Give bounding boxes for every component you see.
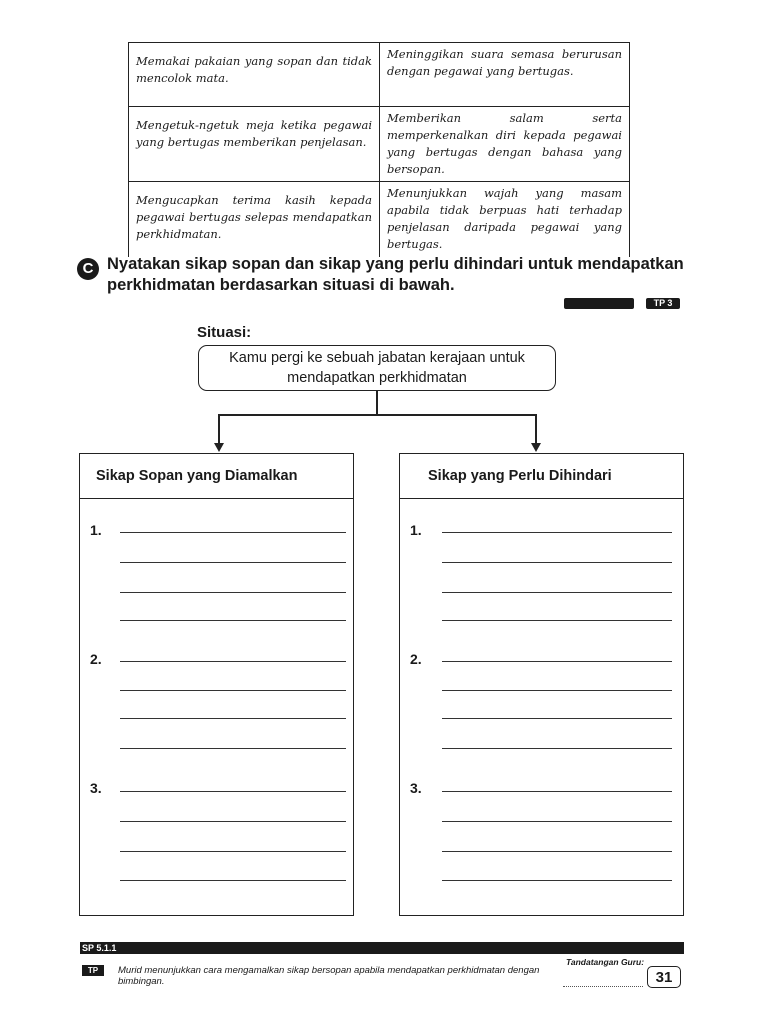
connector-right-drop [535, 414, 537, 444]
answer-line[interactable] [442, 880, 672, 881]
answer-line[interactable] [442, 592, 672, 593]
table-row [129, 107, 630, 182]
connector-horizontal [218, 414, 536, 416]
tp-footer-tag: TP [82, 965, 104, 976]
answer-line[interactable] [442, 562, 672, 563]
section-c-badge: C [77, 258, 99, 280]
answer-line[interactable] [442, 690, 672, 691]
answer-line[interactable] [120, 661, 346, 662]
table-row [129, 182, 630, 258]
answer-line[interactable] [120, 562, 346, 563]
item-number: 2. [410, 651, 422, 667]
table-cell-right: Menunjukkan wajah yang masam apabila tidak berpuas hati terhadap penjelasan daripada pegawai yang bertugas. [380, 182, 630, 258]
answer-line[interactable] [442, 620, 672, 621]
arrow-down-icon [214, 443, 224, 452]
answer-line[interactable] [120, 690, 346, 691]
answer-line[interactable] [120, 880, 346, 881]
behaviour-table [128, 42, 630, 257]
answer-line[interactable] [120, 718, 346, 719]
connector-vertical [376, 391, 378, 415]
table-cell-right: Memberikan salam serta memperkenalkan diri kepada pegawai yang bertugas dengan bahasa yang bersopan. [380, 107, 630, 182]
section-c-heading: Nyatakan sikap sopan dan sikap yang perlu dihindari untuk mendapatkan perkhidmatan berdasarkan situasi di bawah. [107, 255, 684, 294]
footer-bar [80, 942, 684, 954]
item-number: 2. [90, 651, 102, 667]
item-number: 3. [90, 780, 102, 796]
answer-line[interactable] [442, 748, 672, 749]
page-number: 31 [647, 966, 681, 988]
smudged-tag [564, 298, 634, 309]
answer-line[interactable] [442, 532, 672, 533]
polite-attitude-box [79, 453, 354, 916]
answer-line[interactable] [120, 851, 346, 852]
situation-box: Kamu pergi ke sebuah jabatan kerajaan untuk mendapatkan perkhidmatan [198, 345, 556, 391]
sp-code-tag: SP 5.1.1 [82, 943, 117, 953]
teacher-signature-label: Tandatangan Guru: [566, 957, 645, 967]
table-cell-left: Mengucapkan terima kasih kepada pegawai bertugas selepas mendapatkan perkhidmatan. [129, 182, 380, 258]
answer-line[interactable] [120, 821, 346, 822]
connector-left-drop [218, 414, 220, 444]
signature-line[interactable] [563, 986, 643, 987]
answer-line[interactable] [442, 718, 672, 719]
answer-line[interactable] [442, 821, 672, 822]
footer-description: Murid menunjukkan cara mengamalkan sikap bersopan apabila mendapatkan perkhidmatan dengan bimbingan. [118, 965, 540, 987]
situation-label: Situasi: [197, 324, 252, 341]
table-cell-left: Mengetuk-ngetuk meja ketika pegawai yang bertugas memberikan penjelasan. [129, 107, 380, 182]
tp-level-tag: TP 3 [646, 298, 680, 309]
item-number: 1. [90, 522, 102, 538]
answer-line[interactable] [442, 661, 672, 662]
answer-line[interactable] [442, 851, 672, 852]
table-cell-left: Memakai pakaian yang sopan dan tidak mencolok mata. [129, 43, 380, 107]
item-number: 3. [410, 780, 422, 796]
polite-attitude-title: Sikap Sopan yang Diamalkan [80, 454, 353, 499]
answer-line[interactable] [120, 592, 346, 593]
avoid-attitude-box [399, 453, 684, 916]
answer-line[interactable] [442, 791, 672, 792]
table-cell-right: Meninggikan suara semasa berurusan dengan pegawai yang bertugas. [380, 43, 630, 107]
answer-line[interactable] [120, 791, 346, 792]
table-row [129, 43, 630, 107]
avoid-attitude-title: Sikap yang Perlu Dihindari [400, 454, 683, 499]
answer-line[interactable] [120, 620, 346, 621]
answer-line[interactable] [120, 532, 346, 533]
item-number: 1. [410, 522, 422, 538]
arrow-down-icon [531, 443, 541, 452]
answer-line[interactable] [120, 748, 346, 749]
